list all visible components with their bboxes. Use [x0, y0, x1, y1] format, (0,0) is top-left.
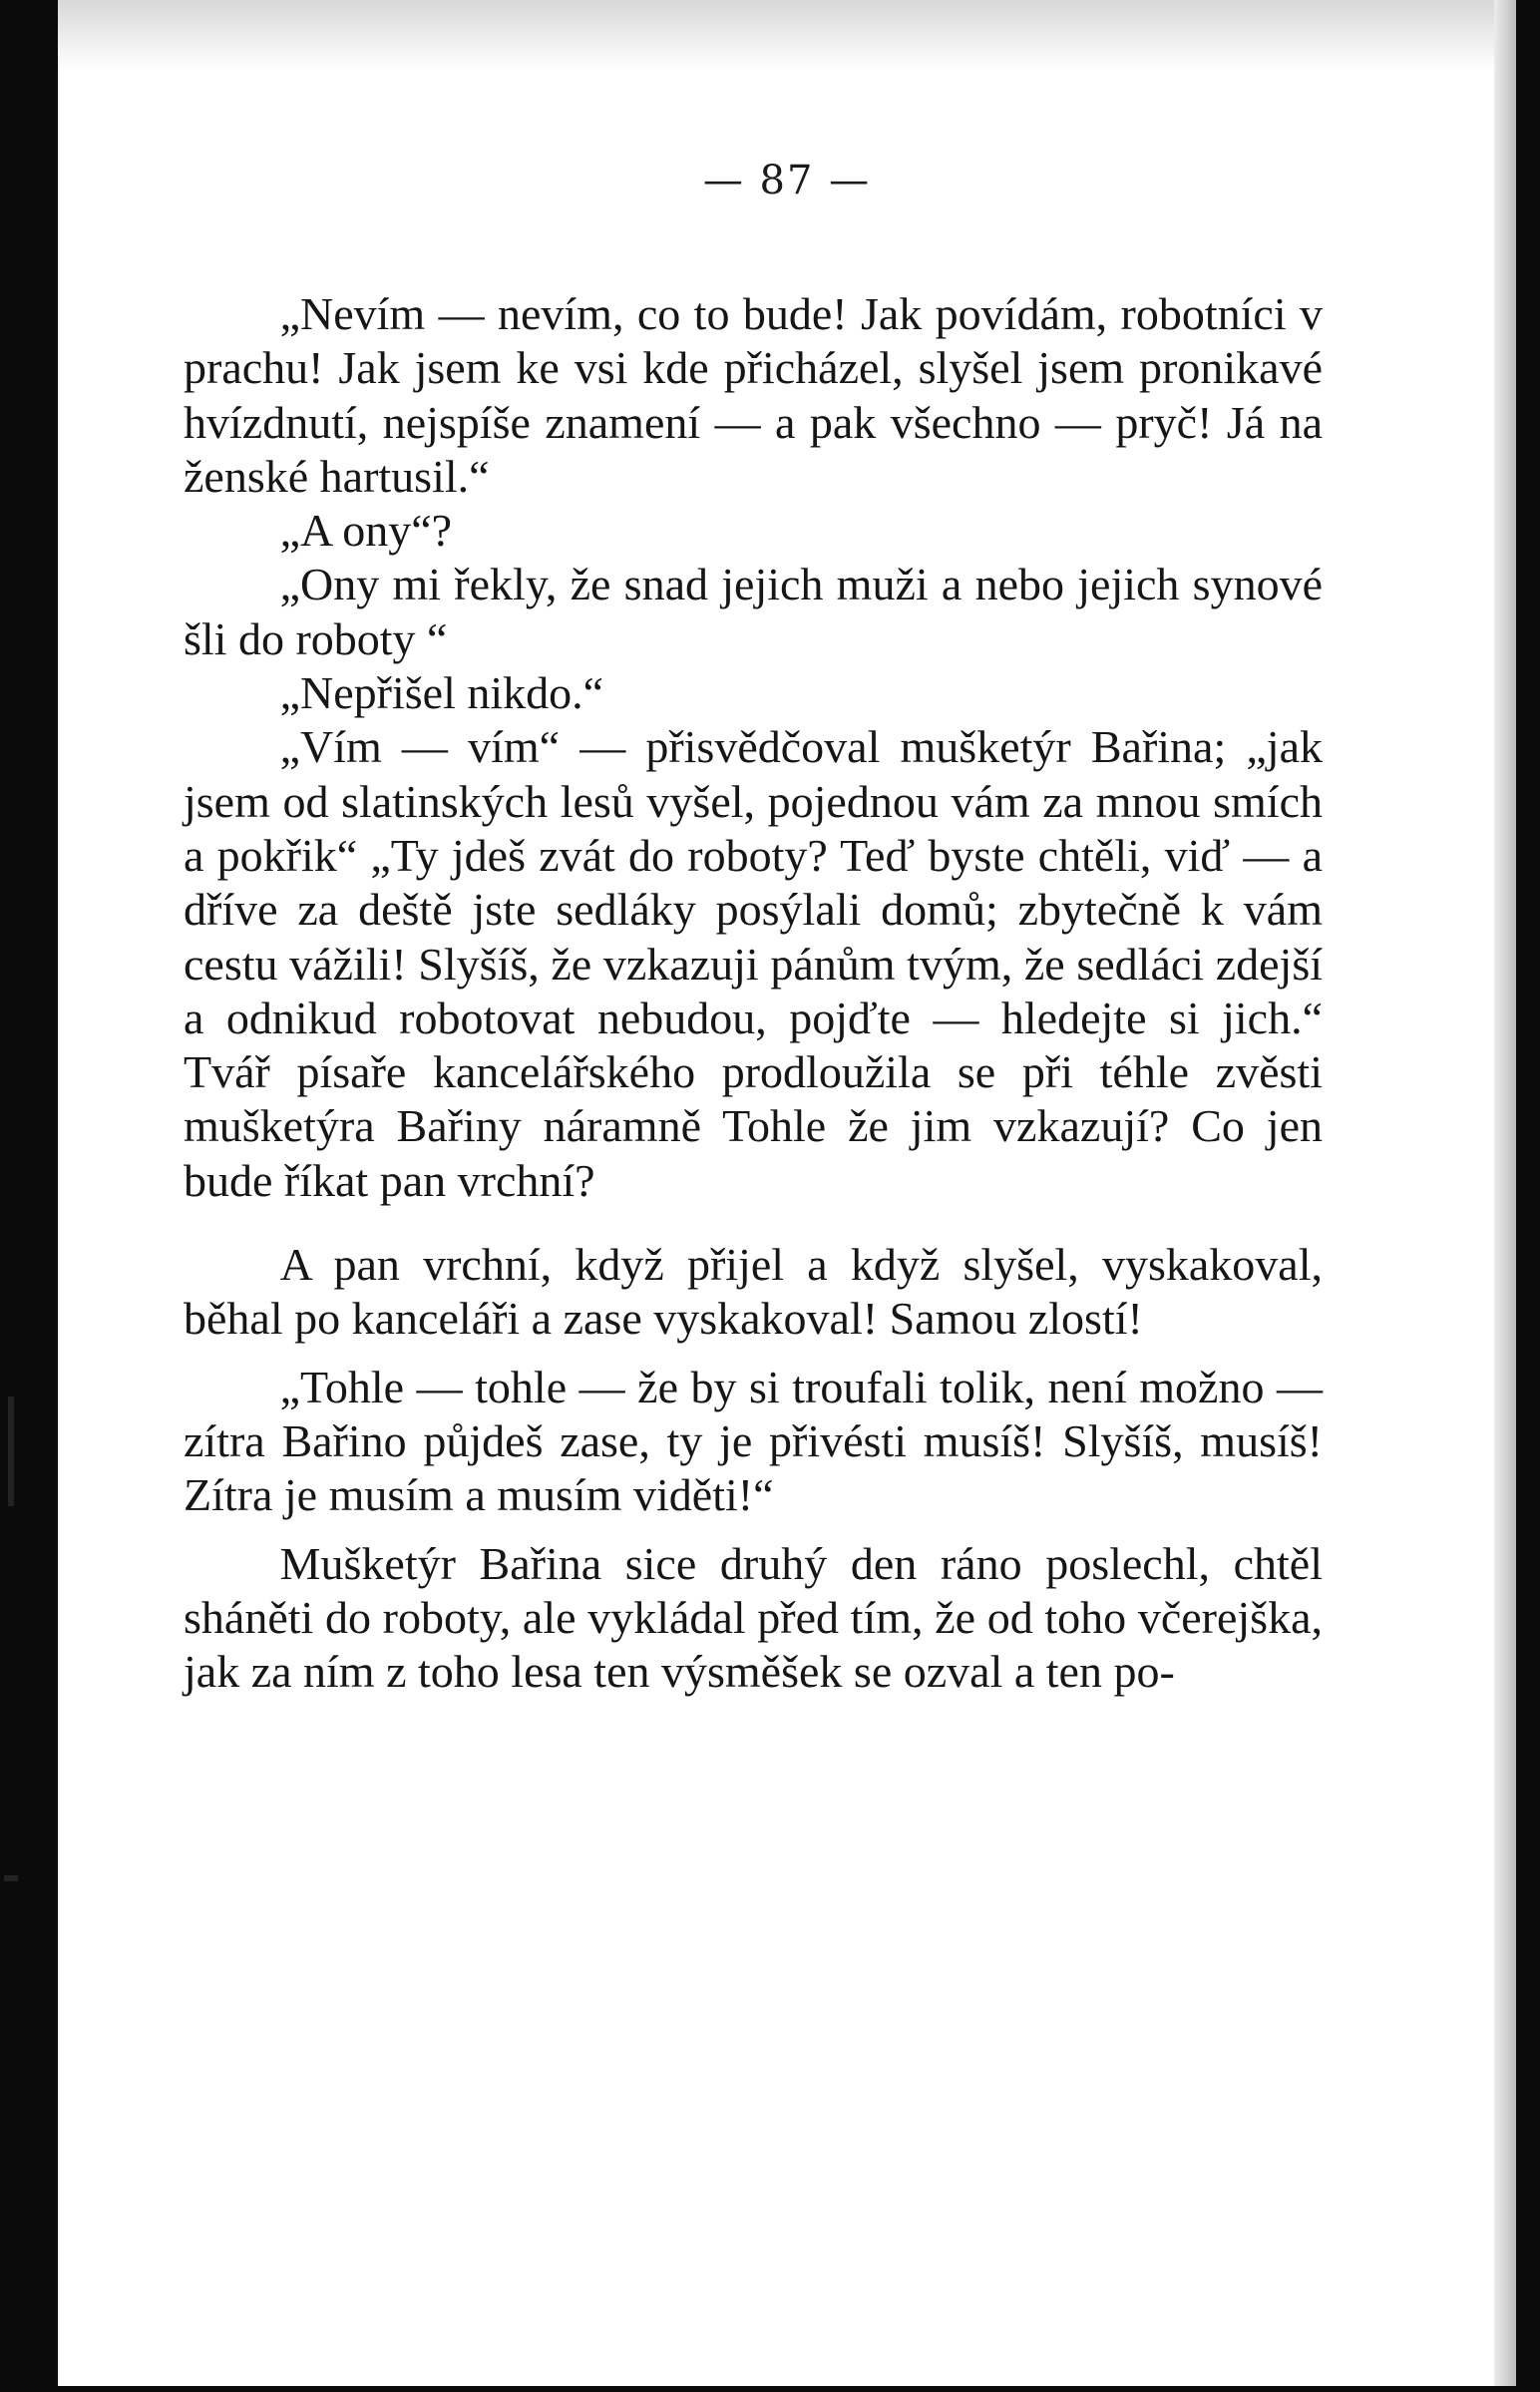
binding-mark [4, 1875, 18, 1881]
paragraph: Mušketýr Bařina sice druhý den ráno poslechl, chtěl sháněti do roboty, ale vykládal před tím, že od toho včerejška, jak za ním z toho lesa ten výsměšek se ozval a ten po- [184, 1537, 1323, 1698]
page-number: — 87 — [702, 158, 872, 203]
paragraph: A pan vrchní, když přijel a když slyšel, vyskakoval, běhal po kanceláři a zase vyskakoval! Samou zlostí! [184, 1239, 1323, 1345]
body-text [184, 287, 1323, 1699]
paragraph: „Tohle — tohle — že by si troufali tolik, není možno — zítra Bařino půjdeš zase, ty je přivésti musíš! Slyšíš, musíš! Zítra je musím a musím viděti!“ [184, 1361, 1323, 1521]
book-page [58, 0, 1516, 2386]
paragraph: „A ony“? [279, 505, 453, 557]
paragraph: „Nepřišel nikdo.“ [279, 667, 604, 719]
page-top-shadow [58, 0, 1516, 70]
page-right-edge [1494, 0, 1516, 2386]
paragraph: „Vím — vím“ — přisvědčoval mušketýr Bařina; „jak jsem od slatinských lesů vyšel, pojednou vám za mnou smích a pokřik“ „Ty jdeš zvát do roboty? Teď byste chtěli, viď — a dříve za deště jste sedláky posýlali domů; zbytečně k vám cestu vážili! Slyšíš, že vzkazuji pánům tvým, že sedláci zdejší a odnikud robotovat nebudou, pojďte — hledejte si jich.“ Tvář písaře kancelářského prodloužila se při téhle zvěsti mušketýra Bařiny náramně Tohle že jim vzkazují? Co jen bude říkat pan vrchní? [184, 721, 1323, 1206]
binding-mark [8, 1396, 14, 1506]
paragraph: „Ony mi řekly, že snad jejich muži a nebo jejich synové šli do roboty “ [184, 559, 1323, 664]
paragraph: „Nevím — nevím, co to bude! Jak povídám, robotníci v prachu! Jak jsem ke vsi kde přicházel, slyšel jsem pronikavé hvízdnutí, nejspíše znamení — a pak všechno — pryč! Já na ženské hartusil.“ [184, 288, 1323, 502]
